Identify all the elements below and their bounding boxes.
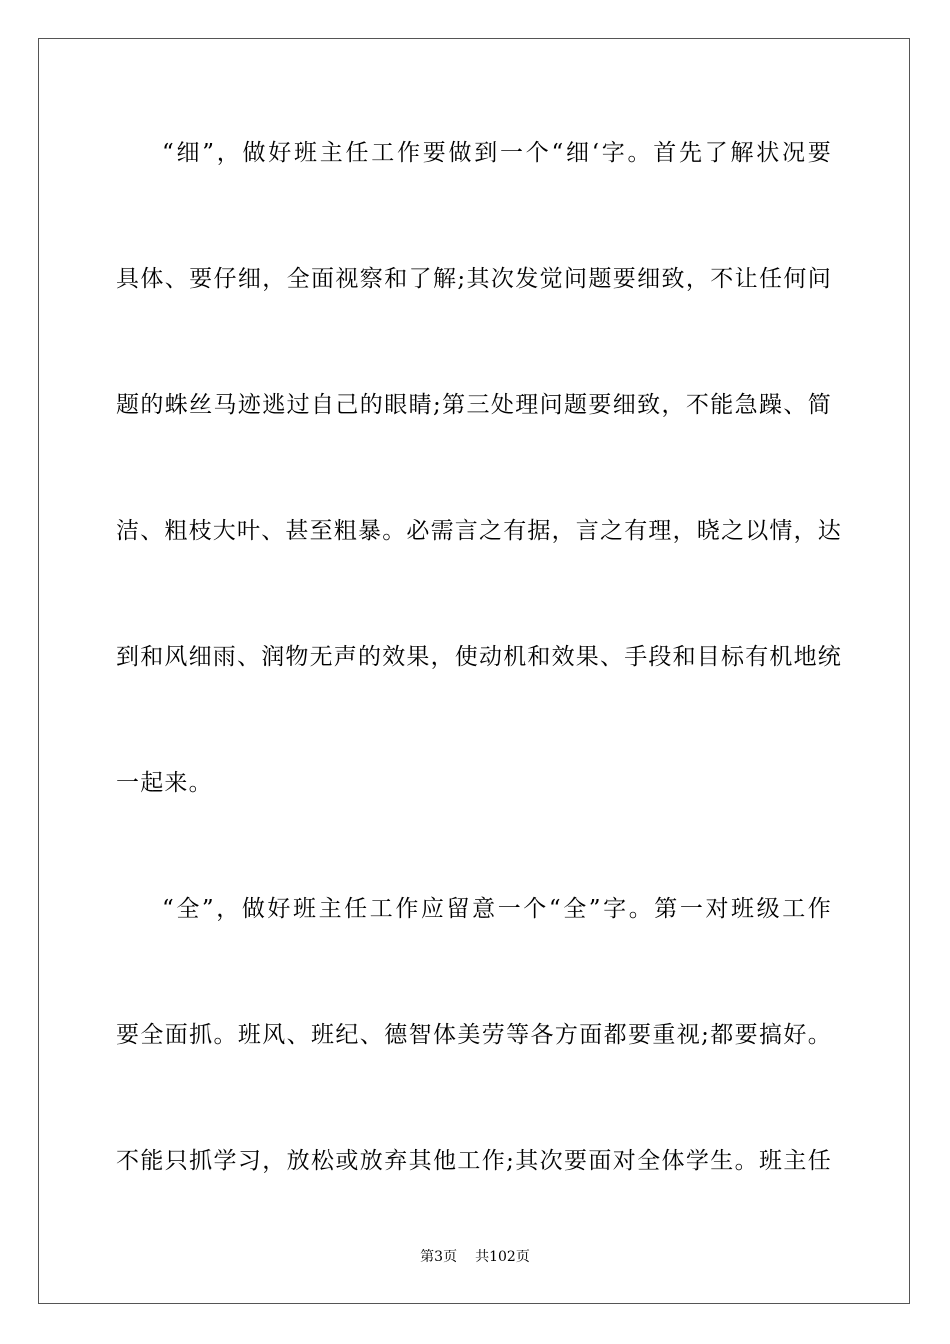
page-footer — [0, 1246, 950, 1268]
paragraph-line: “细”，做好班主任工作要做到一个“细‘字。首先了解状况要 — [162, 140, 832, 166]
paragraph-line: 不能只抓学习，放松或放弃其他工作;其次要面对全体学生。班主任 — [116, 1148, 832, 1174]
document-body — [116, 126, 842, 1260]
paragraph-line: 到和风细雨、润物无声的效果，使动机和效果、手段和目标有机地统 — [116, 644, 842, 670]
paragraph-line: 要全面抓。班风、班纪、德智体美劳等各方面都要重视;都要搞好。 — [116, 1022, 832, 1048]
paragraph-line: 题的蛛丝马迹逃过自己的眼睛;第三处理问题要细致，不能急躁、简 — [116, 392, 832, 418]
paragraph-line: “全”，做好班主任工作应留意一个“全”字。第一对班级工作 — [162, 896, 832, 922]
paragraph-line: 洁、粗枝大叶、甚至粗暴。必需言之有据，言之有理，晓之以情，达 — [116, 518, 842, 544]
page-number: 第3页 — [420, 1249, 458, 1265]
paragraph-line: 一起来。 — [116, 770, 213, 796]
page-total: 共102页 — [475, 1249, 530, 1265]
paragraph-line: 具体、要仔细，全面视察和了解;其次发觉问题要细致，不让任何问 — [116, 266, 832, 292]
